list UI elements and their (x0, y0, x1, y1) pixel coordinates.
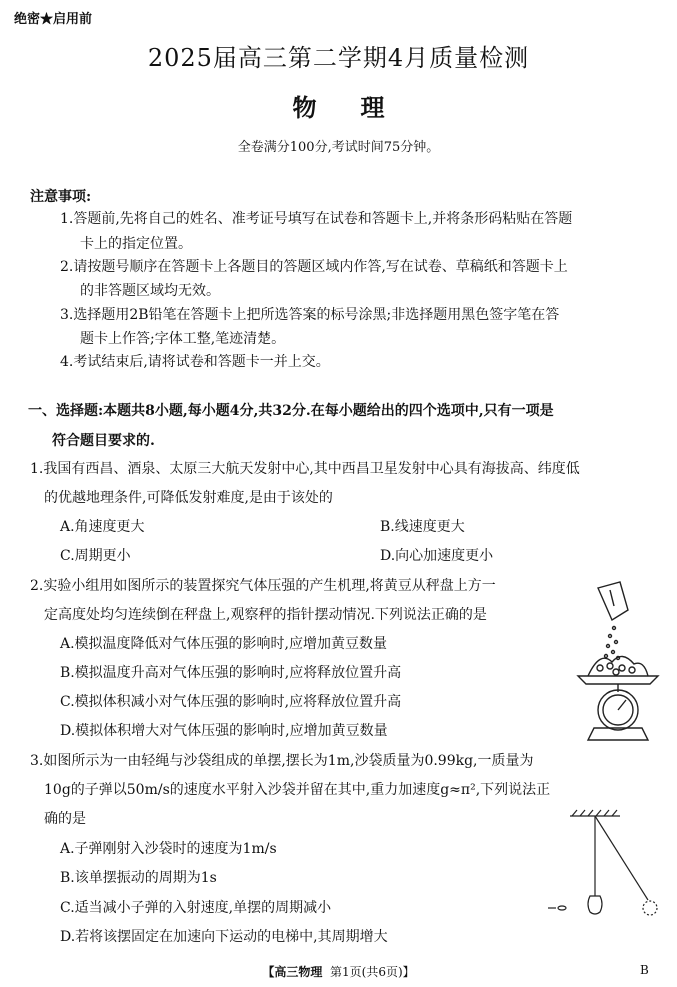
question-3-stem-cont: 确的是 (44, 811, 86, 827)
pendulum-figure (540, 808, 670, 928)
question-1-option-a: A.角速度更大 (60, 519, 145, 535)
question-1-option-c: C.周期更小 (60, 548, 131, 564)
page-footer (0, 963, 677, 980)
question-3-option-c: C.适当减小子弹的入射速度,单摆的周期减小 (60, 900, 332, 916)
question-3-option-a: A.子弹刚射入沙袋时的速度为1m/s (60, 841, 277, 857)
question-2-option-b: B.模拟温度升高对气体压强的影响时,应将释放位置升高 (60, 665, 402, 681)
question-2-stem-cont: 定高度处均匀连续倒在秤盘上,观察秤的指针摆动情况.下列说法正确的是 (44, 607, 487, 623)
question-3-stem-cont: 10g的子弹以50m/s的速度水平射入沙袋并留在其中,重力加速度g≈π²,下列说法正 (44, 782, 551, 798)
question-3-stem: 3.如图所示为一由轻绳与沙袋组成的单摆,摆长为1m,沙袋质量为0.99kg,一质量为 (30, 753, 534, 769)
section-heading-cont: 符合题目要求的. (52, 433, 155, 449)
question-1-option-b: B.线速度更大 (380, 519, 465, 535)
note-line: 2.请按题号顺序在答题卡上各题目的答题区域内作答,写在试卷、草稿纸和答题卡上 (60, 259, 568, 275)
footer-course: 【高三物理 (262, 965, 323, 979)
note-line: 题卡上作答;字体工整,笔迹清楚。 (80, 331, 286, 347)
subject-title: 物理 (292, 93, 429, 122)
question-2-option-d: D.模拟体积增大对气体压强的影响时,应增加黄豆数量 (60, 723, 388, 739)
question-3-option-d: D.若将该摆固定在加速向下运动的电梯中,其周期增大 (60, 929, 388, 945)
note-line: 3.选择题用2B铅笔在答题卡上把所选答案的标号涂黑;非选择题用黑色签字笔在答 (60, 307, 560, 323)
note-line: 4.考试结束后,请将试卷和答题卡一并上交。 (60, 354, 330, 370)
footer-page: 第1页(共6页)】 (330, 965, 415, 979)
section-heading: 一、选择题:本题共8小题,每小题4分,共32分.在每小题给出的四个选项中,只有一项是 (28, 403, 554, 419)
exam-title: 2025届高三第二学期4月质量检测 (147, 44, 530, 72)
question-2-option-c: C.模拟体积减小对气体压强的影响时,应将释放位置升高 (60, 694, 402, 710)
question-1-stem: 1.我国有西昌、酒泉、太原三大航天发射中心,其中西昌卫星发射中心具有海拔高、纬度低 (30, 461, 580, 477)
question-1-option-d: D.向心加速度更小 (380, 548, 494, 564)
question-2-stem: 2.实验小组用如图所示的装置探究气体压强的产生机理,将黄豆从秤盘上方一 (30, 578, 496, 594)
paper-version: B (640, 963, 649, 977)
bean-scale-figure (570, 580, 670, 745)
confidential-mark: 绝密★启用前 (14, 12, 93, 27)
question-2-option-a: A.模拟温度降低对气体压强的影响时,应增加黄豆数量 (60, 636, 388, 652)
question-1-stem-cont: 的优越地理条件,可降低发射难度,是由于该处的 (44, 490, 333, 506)
notes-heading: 注意事项: (30, 189, 92, 205)
note-line: 1.答题前,先将自己的姓名、准考证号填写在试卷和答题卡上,并将条形码粘贴在答题 (60, 211, 573, 227)
note-line: 卡上的指定位置。 (80, 236, 192, 252)
score-time-info: 全卷满分100分,考试时间75分钟。 (237, 140, 440, 155)
question-3-option-b: B.该单摆振动的周期为1s (60, 870, 217, 886)
note-line: 的非答题区域均无效。 (80, 283, 220, 299)
